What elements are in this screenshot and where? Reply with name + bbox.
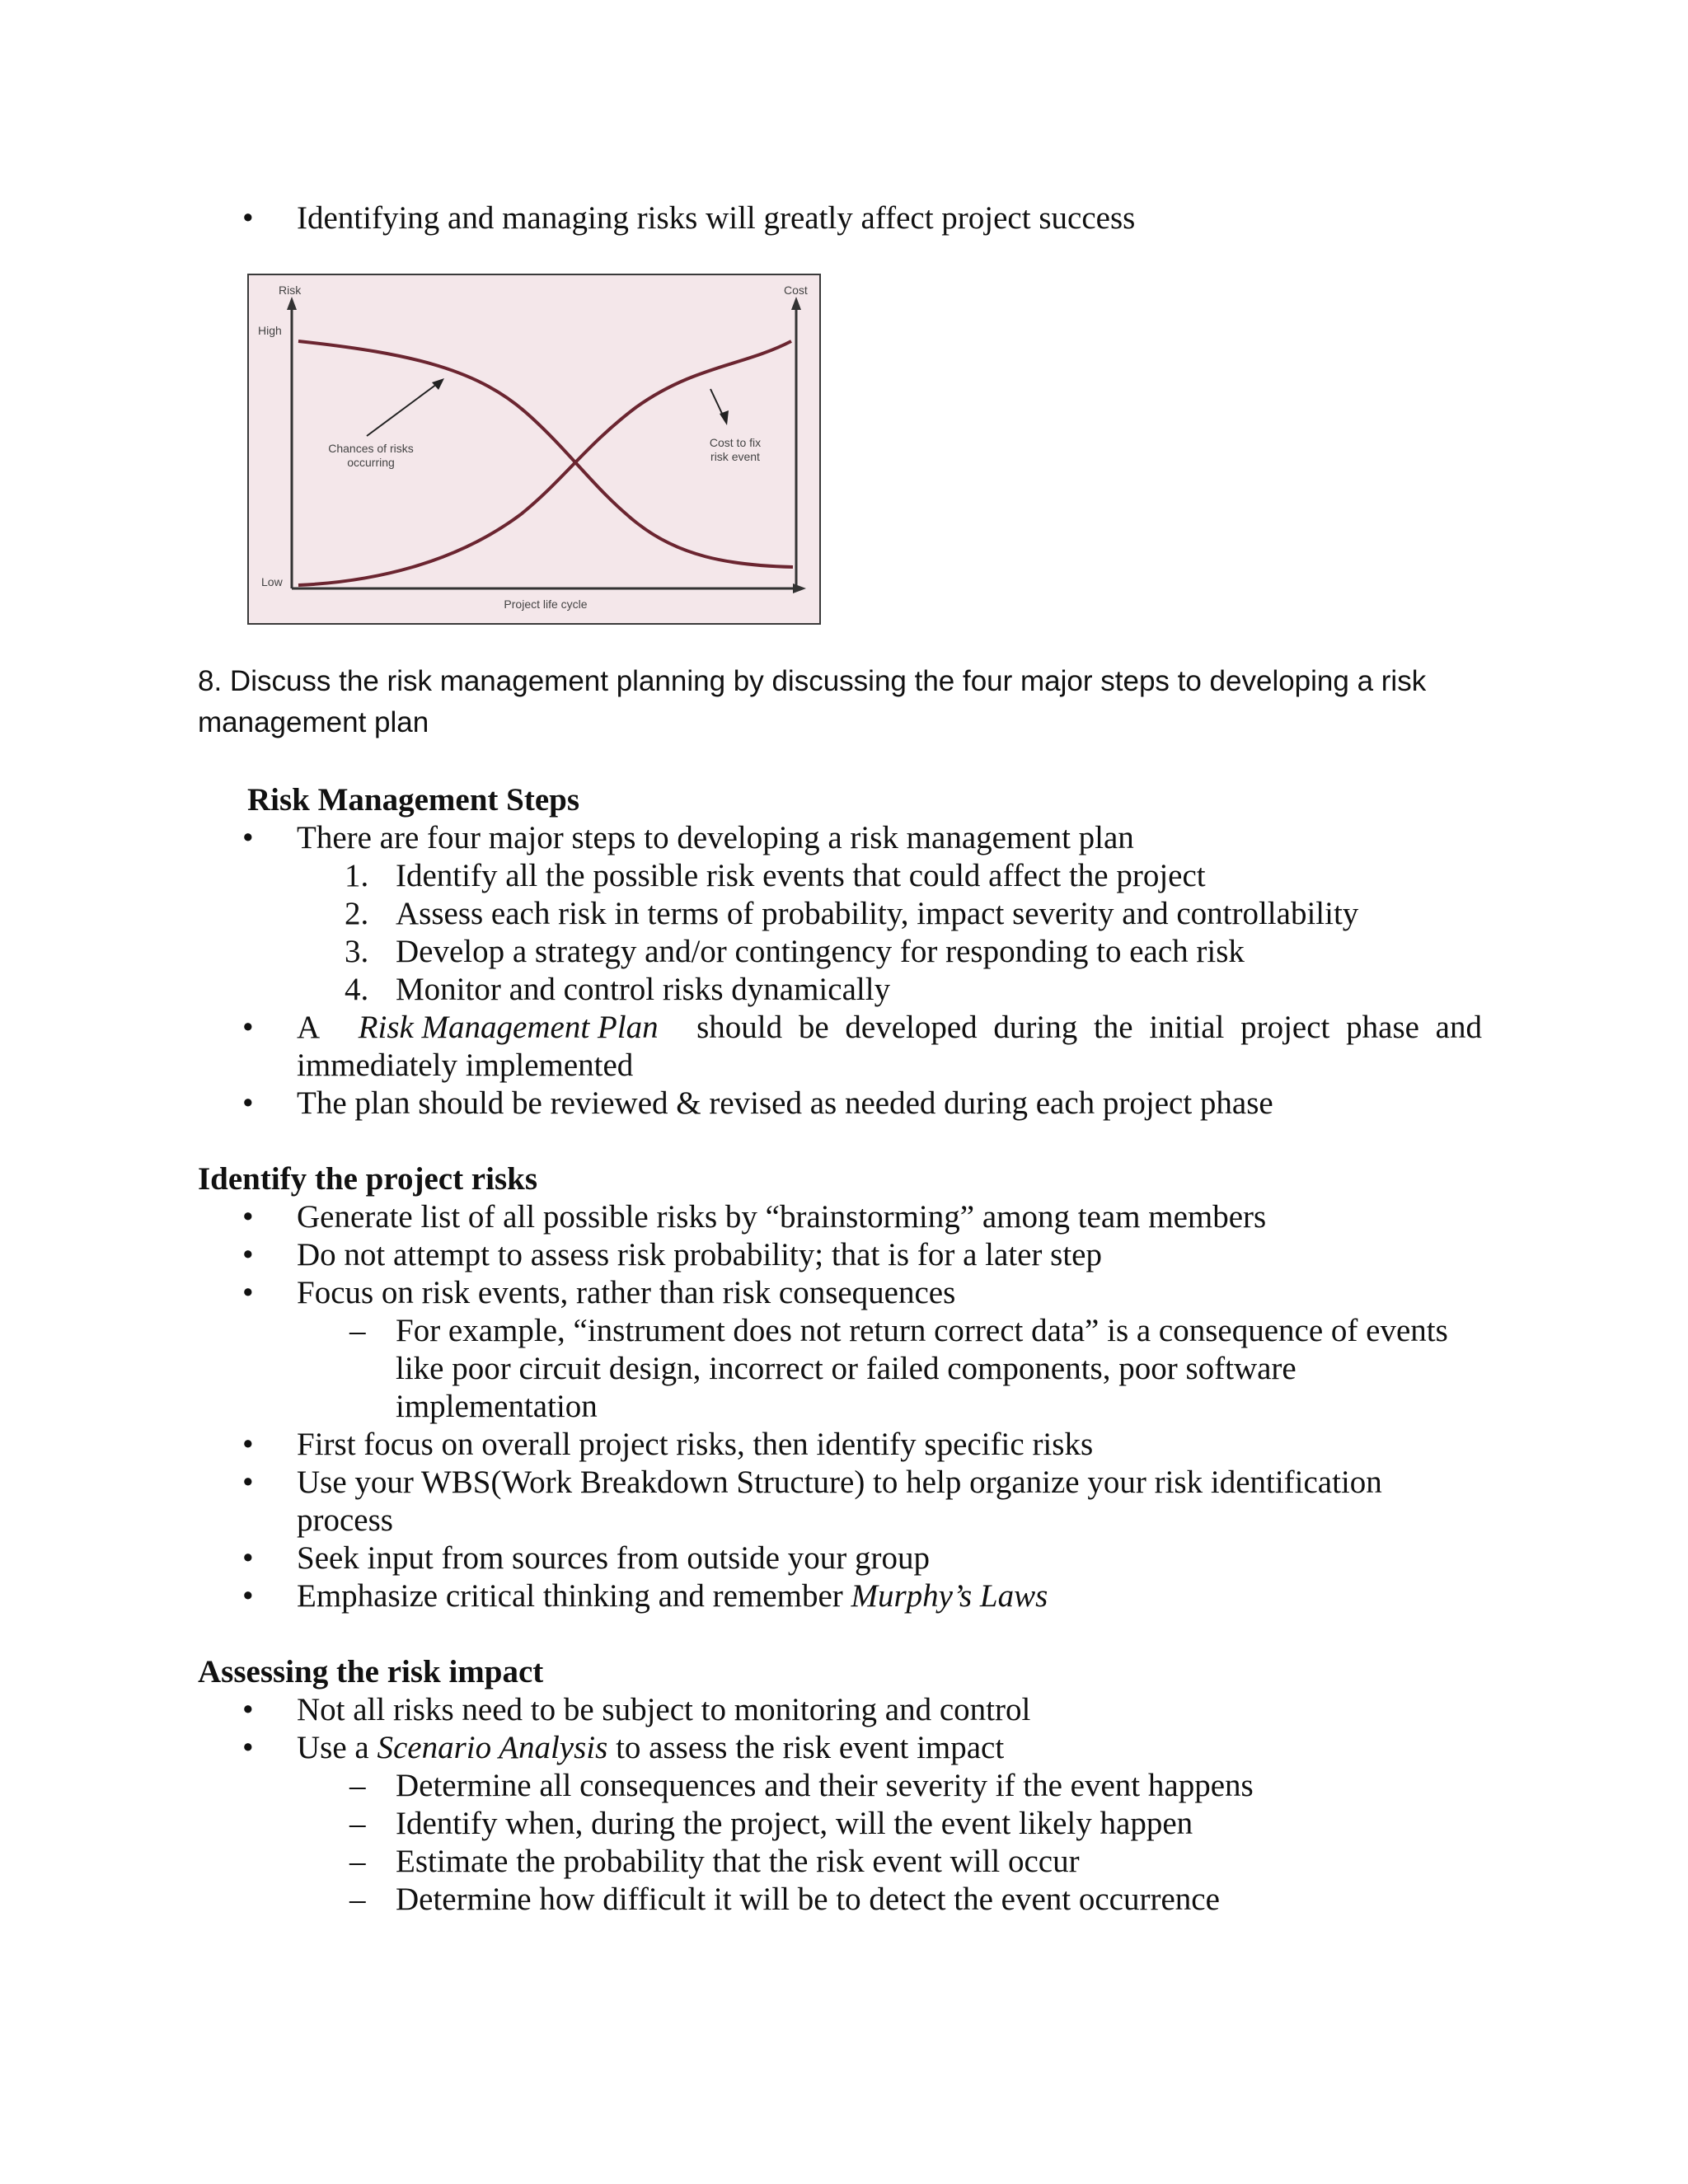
risk-cost-chart: [249, 275, 819, 623]
identify-bullet: Generate list of all possible risks by “brainstorming” among team members: [297, 1199, 1267, 1235]
assess-b2-b: to assess the risk event impact: [616, 1730, 1005, 1765]
assess-bullet: Not all risks need to be subject to monitoring and control: [297, 1692, 1031, 1727]
bullet-glyph: •: [242, 1578, 254, 1614]
assess-b2-italic: Scenario Analysis: [377, 1730, 608, 1765]
step-text: Monitor and control risks dynamically: [396, 972, 891, 1007]
identify-heading: Identify the project risks: [198, 1161, 537, 1197]
b7-text: Emphasize critical thinking and remember: [297, 1578, 843, 1614]
step-number: 3.: [345, 934, 369, 969]
low-label: Low: [261, 575, 283, 588]
bullet-glyph: •: [242, 1692, 254, 1727]
high-label: High: [258, 324, 282, 337]
chances-label-line1: Chances of risks: [328, 442, 414, 455]
intro-bullet-text: Identifying and managing risks will greatly affect project success: [297, 200, 1136, 236]
steps-heading: Risk Management Steps: [247, 782, 580, 818]
chances-arrow-head: [432, 378, 444, 390]
identify-bullet: Seek input from sources from outside your group: [297, 1540, 930, 1576]
assess-heading: Assessing the risk impact: [198, 1654, 544, 1690]
cost-fix-label-line1: Cost to fix: [709, 436, 762, 449]
assess-b2-a: Use a: [297, 1730, 369, 1765]
identify-sub-line1: For example, “instrument does not return correct data” is a consequence of events: [396, 1313, 1448, 1348]
step-text: Develop a strategy and/or contingency for responding to each risk: [396, 934, 1245, 969]
bullet-glyph: •: [242, 1465, 254, 1500]
bullet-glyph: •: [242, 1010, 254, 1045]
dash-glyph: –: [349, 1882, 366, 1917]
assess-sub: Determine all consequences and their severity if the event happens: [396, 1768, 1254, 1803]
step-number: 2.: [345, 896, 369, 931]
step-text: Identify all the possible risk events that could affect the project: [396, 858, 1206, 893]
dash-glyph: –: [349, 1844, 366, 1879]
assess-sub: Identify when, during the project, will the event likely happen: [396, 1806, 1193, 1841]
cost-axis-label: Cost: [784, 284, 808, 297]
steps-bullet1: There are four major steps to developing a risk management plan: [297, 820, 1134, 855]
cost-arrow-line: [710, 389, 724, 417]
assess-bullet: [297, 1729, 1004, 1767]
cost-fix-label-line2: risk event: [710, 450, 760, 463]
bullet-glyph: •: [242, 1540, 254, 1576]
bullet-glyph: •: [242, 1730, 254, 1765]
dash-glyph: –: [349, 1768, 366, 1803]
identify-bullet-line2: process: [297, 1502, 393, 1538]
step-text: Assess each risk in terms of probability, impact severity and controllability: [396, 896, 1359, 931]
identify-bullet: Do not attempt to assess risk probability; that is for a later step: [297, 1237, 1102, 1272]
identify-bullet: First focus on overall project risks, then identify specific risks: [297, 1427, 1094, 1462]
identify-bullet: Focus on risk events, rather than risk consequences: [297, 1275, 956, 1310]
left-axis-arrow: [287, 297, 297, 310]
identify-bullet: [297, 1577, 1048, 1615]
bullet-glyph: •: [242, 1427, 254, 1462]
bullet-glyph: •: [242, 1237, 254, 1272]
identify-sub-line3: implementation: [396, 1389, 598, 1424]
dash-glyph: –: [349, 1806, 366, 1841]
step-number: 1.: [345, 858, 369, 893]
chances-label-line2: occurring: [347, 456, 395, 469]
chances-arrow-line: [367, 384, 437, 436]
risk-axis-label: Risk: [279, 284, 302, 297]
assess-sub: Determine how difficult it will be to detect the event occurrence: [396, 1882, 1220, 1917]
step-number: 4.: [345, 972, 369, 1007]
bullet2-a: A: [297, 1010, 321, 1045]
bullet-glyph: •: [242, 820, 254, 855]
x-axis-arrow: [793, 583, 806, 593]
right-axis-arrow: [791, 297, 801, 310]
bullet2-italic: Risk Management Plan: [358, 1010, 659, 1045]
identify-sub-line2: like poor circuit design, incorrect or failed components, poor software: [396, 1351, 1296, 1386]
bullet2-b: should be developed during the initial project phase and: [696, 1010, 1482, 1045]
bullet-glyph: •: [242, 1085, 254, 1121]
dash-glyph: –: [349, 1313, 366, 1348]
identify-bullet-line1: Use your WBS(Work Breakdown Structure) to help organize your risk identification: [297, 1465, 1382, 1500]
question-line2: management plan: [198, 706, 429, 738]
project-life-cycle-label: Project life cycle: [504, 598, 588, 611]
bullet-glyph: •: [242, 1199, 254, 1235]
b7-italic: Murphy’s Laws: [851, 1578, 1048, 1614]
steps-bullet3: The plan should be reviewed & revised as needed during each project phase: [297, 1085, 1273, 1121]
assess-sub: Estimate the probability that the risk event will occur: [396, 1844, 1080, 1879]
steps-bullet2-line1: [297, 1009, 1482, 1047]
bullet-glyph: •: [242, 1275, 254, 1310]
risk-cost-figure: [247, 274, 821, 625]
question-line1: 8. Discuss the risk management planning by discussing the four major steps to developing a risk: [198, 665, 1427, 697]
bullet-glyph: •: [242, 200, 254, 236]
steps-bullet2-line2: immediately implemented: [297, 1047, 634, 1083]
